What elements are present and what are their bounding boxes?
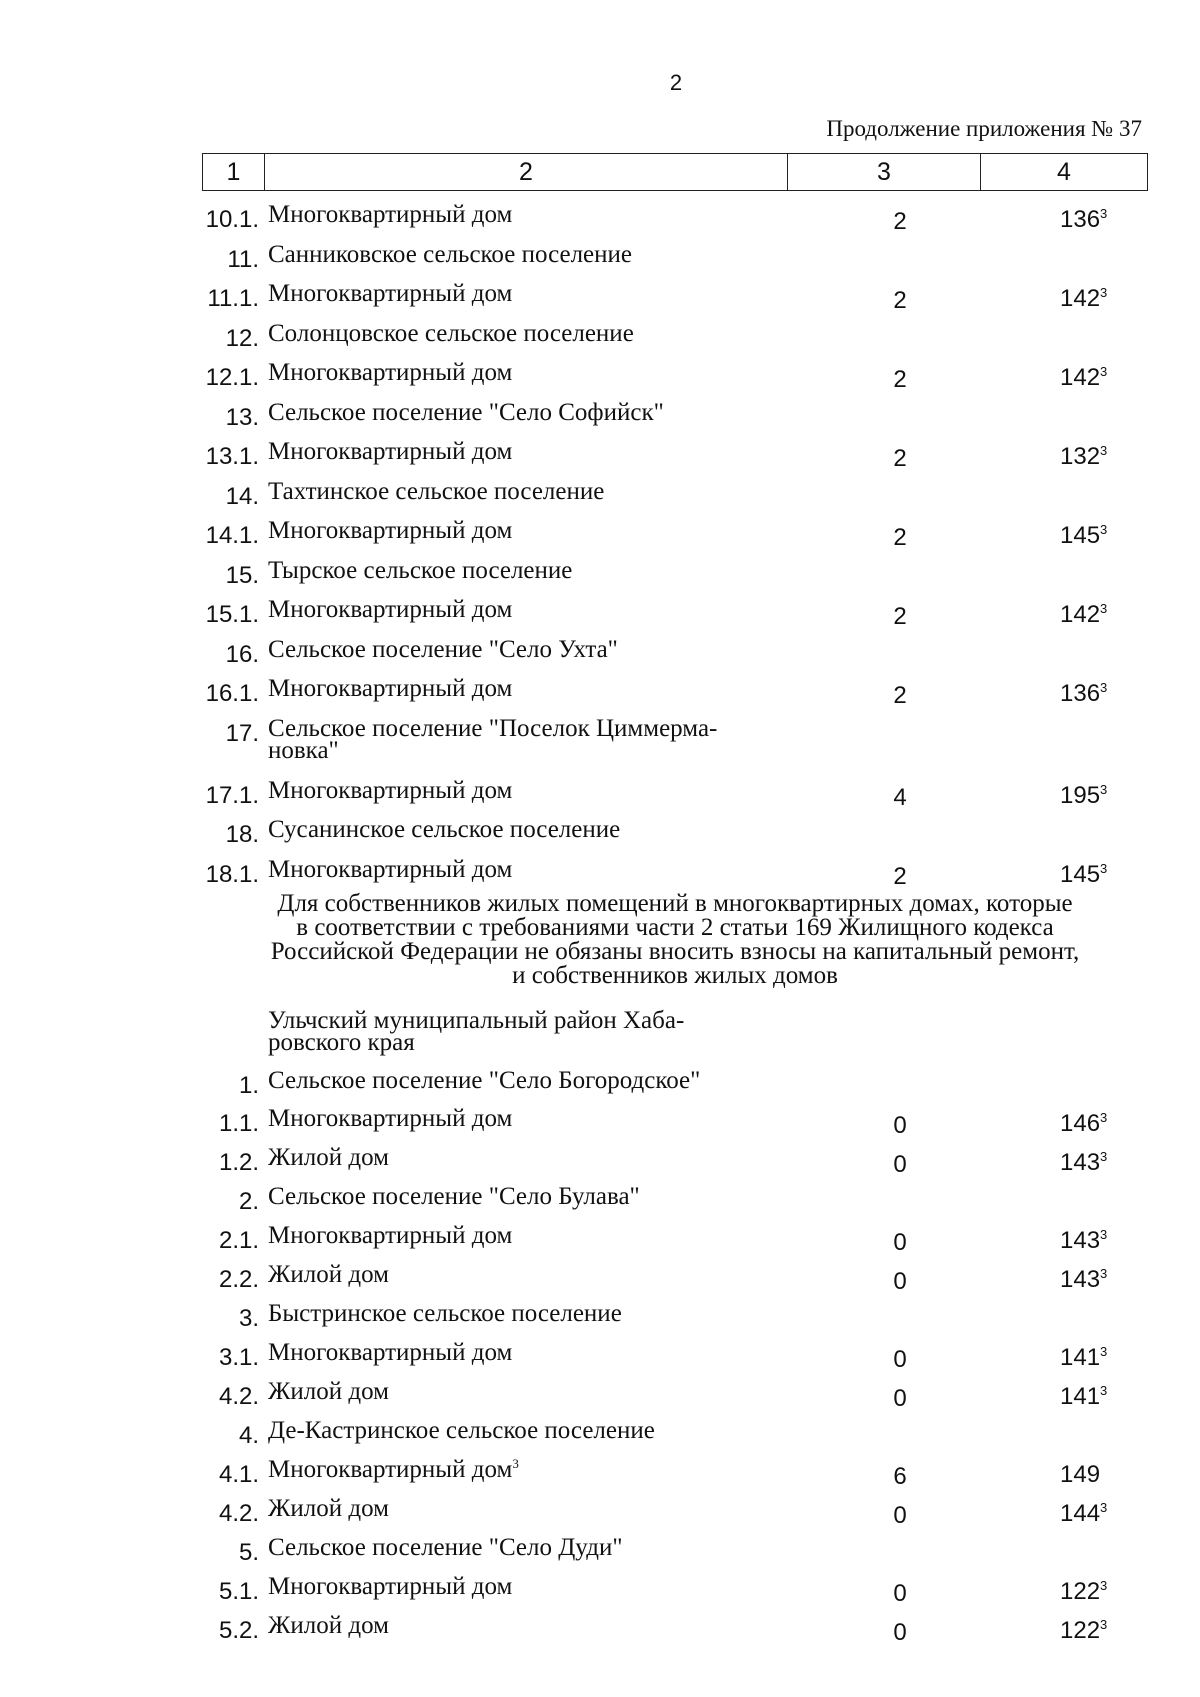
- row-label-text: Жилой дом: [268, 1144, 389, 1171]
- row-label: [268, 201, 788, 228]
- row-col4-number: 132: [1060, 443, 1101, 470]
- row-col3-value: 0: [893, 1346, 907, 1373]
- row-label-text: Жилой дом: [268, 1495, 389, 1522]
- row-col4-value: [1060, 522, 1130, 550]
- row-col4-footnote: 3: [1100, 285, 1108, 300]
- row-label-text: Многоквартирный дом: [268, 201, 513, 228]
- row-col4-number: 145: [1060, 522, 1101, 549]
- note-line: Российской Федерации не обязаны вносить взносы на капитальный ремонт,: [270, 938, 1080, 965]
- row-col4-value: [1060, 782, 1130, 810]
- row-number: 5.1.: [218, 1578, 259, 1605]
- row-col4-value: [1060, 1110, 1130, 1138]
- row-label: [268, 320, 788, 347]
- row-col4-number: 144: [1060, 1500, 1101, 1527]
- table-row: [0, 516, 1200, 554]
- row-label: [268, 816, 788, 843]
- row-label: [268, 1495, 788, 1522]
- row-number: 16.1.: [205, 680, 259, 707]
- row-label-text: Жилой дом: [268, 1612, 389, 1639]
- row-label-text: Сусанинское сельское поселение: [268, 816, 621, 843]
- row-col4-footnote: 3: [1100, 443, 1108, 458]
- row-label-text: Многоквартирный дом: [268, 517, 513, 544]
- row-number: 11.: [227, 246, 259, 273]
- row-col3-value: 0: [893, 1619, 907, 1646]
- table-row: [0, 319, 1200, 357]
- table-row: [0, 776, 1200, 814]
- row-label: [268, 1261, 788, 1288]
- row-col4-value: [1060, 1578, 1130, 1606]
- row-number: 16.: [225, 641, 259, 668]
- row-col3-value: 2: [893, 682, 907, 709]
- row-label-text: Многоквартирный дом: [268, 1105, 513, 1132]
- row-col4-number: 195: [1060, 782, 1101, 809]
- row-col3-value: 2: [893, 524, 907, 551]
- row-col4-value: [1060, 443, 1130, 471]
- row-col4-value: [1060, 861, 1130, 889]
- table-row: [0, 714, 1200, 764]
- row-col4-number: 136: [1060, 680, 1101, 707]
- column-header-3: 3: [788, 154, 981, 191]
- row-label-text: Быстринское сельское поселение: [268, 1300, 622, 1327]
- row-label: [268, 1612, 788, 1639]
- row-col4-footnote: 3: [1100, 1110, 1108, 1125]
- row-number: 12.1.: [205, 364, 259, 391]
- row-col3-value: 2: [893, 208, 907, 235]
- row-label: [268, 478, 788, 505]
- table-row: [0, 1572, 1200, 1610]
- row-col4-footnote: 3: [1100, 1578, 1108, 1593]
- row-label: [268, 856, 788, 883]
- row-number: 17.: [225, 720, 259, 747]
- row-col4-value: [1060, 206, 1130, 234]
- column-header-4: 4: [981, 154, 1148, 191]
- row-col4-value: [1060, 1500, 1130, 1528]
- row-col3-value: 4: [893, 784, 907, 811]
- row-label-text: Жилой дом: [268, 1261, 389, 1288]
- row-label: [268, 438, 788, 465]
- note-paragraph: [205, 892, 1145, 988]
- row-col3-value: 2: [893, 445, 907, 472]
- row-col4-number: 145: [1060, 861, 1101, 888]
- row-label: [268, 1105, 788, 1132]
- row-label: [268, 280, 788, 307]
- column-header-row: [203, 154, 1148, 191]
- row-label: [268, 777, 788, 804]
- row-label-text: Многоквартирный дом: [268, 1456, 513, 1483]
- row-number: 1.1.: [218, 1110, 259, 1137]
- row-number: 2.1.: [218, 1227, 259, 1254]
- row-label-text: Многоквартирный дом: [268, 280, 513, 307]
- row-label-text: Сельское поселение "Поселок Циммерма- новка": [268, 715, 718, 764]
- row-label-text: Солонцовское сельское поселение: [268, 320, 634, 347]
- row-number: 13.1.: [205, 443, 259, 470]
- note-line: и собственников жилых домов: [512, 962, 838, 989]
- row-label-footnote: 3: [512, 1456, 519, 1471]
- row-col4-footnote: 3: [1100, 1227, 1108, 1242]
- row-col3-value: 2: [893, 863, 907, 890]
- row-col4-number: 136: [1060, 206, 1101, 233]
- row-label-text: Многоквартирный дом: [268, 1222, 513, 1249]
- table-row: [0, 1377, 1200, 1415]
- row-col4-number: 142: [1060, 285, 1101, 312]
- row-col4-number: 149: [1060, 1461, 1101, 1488]
- row-col4-footnote: 3: [1100, 1149, 1108, 1164]
- row-label: [268, 1144, 788, 1171]
- row-label-text: Многоквартирный дом: [268, 1339, 513, 1366]
- row-col3-value: 0: [893, 1580, 907, 1607]
- row-label-text: Многоквартирный дом: [268, 856, 513, 883]
- row-label: [268, 675, 788, 702]
- row-col4-value: [1060, 1617, 1130, 1645]
- row-label-text: Де-Кастринское сельское поселение: [268, 1417, 655, 1444]
- row-col4-footnote: 3: [1100, 680, 1108, 695]
- row-col4-footnote: 3: [1100, 861, 1108, 876]
- row-col4-number: 143: [1060, 1266, 1101, 1293]
- row-col4-value: [1060, 1383, 1130, 1411]
- row-label: [268, 1007, 788, 1056]
- row-label-text: Многоквартирный дом: [268, 438, 513, 465]
- row-col4-number: 143: [1060, 1149, 1101, 1176]
- row-col4-number: 143: [1060, 1227, 1101, 1254]
- table-row: [0, 1455, 1200, 1493]
- row-label: [268, 557, 788, 584]
- row-number: 3.1.: [218, 1344, 259, 1371]
- row-col4-footnote: 3: [1100, 1617, 1108, 1632]
- row-label: [268, 517, 788, 544]
- row-col4-footnote: 3: [1100, 1383, 1108, 1398]
- row-label-text: Многоквартирный дом: [268, 596, 513, 623]
- row-col4-value: [1060, 601, 1130, 629]
- row-col4-value: [1060, 680, 1130, 708]
- row-label: [268, 636, 788, 663]
- row-col3-value: 0: [893, 1229, 907, 1256]
- row-col4-footnote: 3: [1100, 1500, 1108, 1515]
- row-col3-value: 0: [893, 1502, 907, 1529]
- row-label: [268, 1222, 788, 1249]
- row-col4-number: 141: [1060, 1383, 1101, 1410]
- table-row: [0, 674, 1200, 712]
- table-row: [0, 855, 1200, 893]
- row-number: 15.: [225, 562, 259, 589]
- table-row: [0, 556, 1200, 594]
- table-row: [0, 1182, 1200, 1220]
- table-row: [0, 1104, 1200, 1142]
- table-row: [0, 1221, 1200, 1259]
- page-number: 2: [669, 70, 683, 95]
- row-col3-value: 2: [893, 287, 907, 314]
- table-row: [0, 1338, 1200, 1376]
- row-col4-number: 146: [1060, 1110, 1101, 1137]
- row-col3-value: 2: [893, 366, 907, 393]
- row-col3-value: 0: [893, 1112, 907, 1139]
- row-number: 13.: [225, 404, 259, 431]
- row-label-text: Тахтинское сельское поселение: [268, 478, 605, 505]
- row-label-text: Сельское поселение "Село Булава": [268, 1183, 640, 1210]
- row-number: 12.: [225, 325, 259, 352]
- row-col4-footnote: 3: [1100, 364, 1108, 379]
- row-number: 18.1.: [205, 861, 259, 888]
- row-number: 2.: [238, 1188, 259, 1215]
- row-label: [268, 399, 788, 426]
- row-label-text: Многоквартирный дом: [268, 359, 513, 386]
- row-label: [268, 1456, 788, 1483]
- row-col4-footnote: 3: [1100, 1344, 1108, 1359]
- row-col4-number: 142: [1060, 364, 1101, 391]
- row-label-text: Сельское поселение "Село Ухта": [268, 636, 618, 663]
- table-row: [0, 1299, 1200, 1337]
- row-label-text: Жилой дом: [268, 1378, 389, 1405]
- row-col4-value: [1060, 364, 1130, 392]
- row-col4-footnote: 3: [1100, 782, 1108, 797]
- row-number: 1.2.: [218, 1149, 259, 1176]
- row-number: 5.2.: [218, 1617, 259, 1644]
- row-number: 15.1.: [205, 601, 259, 628]
- row-col4-value: [1060, 1266, 1130, 1294]
- row-label-text: Многоквартирный дом: [268, 1573, 513, 1600]
- table-row: [0, 1416, 1200, 1454]
- row-label: [268, 1417, 788, 1444]
- row-number: 4.1.: [218, 1461, 259, 1488]
- row-label-text: Санниковское сельское поселение: [268, 241, 632, 268]
- table-row: [0, 815, 1200, 853]
- row-label-text: Сельское поселение "Село Софийск": [268, 399, 664, 426]
- row-col4-footnote: 3: [1100, 522, 1108, 537]
- row-label: [268, 1378, 788, 1405]
- row-number: 2.2.: [218, 1266, 259, 1293]
- row-label: [268, 1183, 788, 1210]
- table-row: [0, 635, 1200, 673]
- table-row: [0, 398, 1200, 436]
- row-number: 11.1.: [207, 285, 259, 312]
- row-number: 14.1.: [205, 522, 259, 549]
- table-row: [0, 595, 1200, 633]
- row-label-text: Ульчский муниципальный район Хаба- ровского края: [268, 1007, 685, 1056]
- note-line: в соответствии с требованиями части 2 статьи 169 Жилищного кодекса: [296, 914, 1054, 941]
- table-row: [0, 1494, 1200, 1532]
- row-col3-value: 6: [893, 1463, 907, 1490]
- row-col4-footnote: 3: [1100, 1266, 1108, 1281]
- table-row: [0, 1143, 1200, 1181]
- row-number: 5.: [238, 1539, 259, 1566]
- row-number: 4.2.: [218, 1500, 259, 1527]
- table-row: [0, 279, 1200, 317]
- row-col3-value: 0: [893, 1268, 907, 1295]
- table-row: [0, 477, 1200, 515]
- row-number: 4.: [238, 1422, 259, 1449]
- row-label: [268, 241, 788, 268]
- row-label-text: Многоквартирный дом: [268, 675, 513, 702]
- row-col4-number: 142: [1060, 601, 1101, 628]
- row-col3-value: 0: [893, 1151, 907, 1178]
- row-col4-value: [1060, 1461, 1130, 1489]
- row-label: [268, 715, 788, 764]
- row-col4-value: [1060, 285, 1130, 313]
- row-label: [268, 1067, 788, 1094]
- row-col4-number: 122: [1060, 1578, 1101, 1605]
- row-number: 18.: [225, 821, 259, 848]
- table-row: [0, 437, 1200, 475]
- row-number: 3.: [238, 1305, 259, 1332]
- row-label: [268, 1573, 788, 1600]
- column-header-1: 1: [203, 154, 265, 191]
- row-number: 4.2.: [218, 1383, 259, 1410]
- row-label: [268, 359, 788, 386]
- row-label: [268, 1534, 788, 1561]
- row-label: [268, 1339, 788, 1366]
- table-row: [0, 200, 1200, 238]
- table-row: [0, 358, 1200, 396]
- table-row: [0, 1006, 1200, 1056]
- table-row: [0, 240, 1200, 278]
- row-col4-number: 141: [1060, 1344, 1101, 1371]
- row-label-text: Многоквартирный дом: [268, 777, 513, 804]
- row-label: [268, 596, 788, 623]
- table-row: [0, 1533, 1200, 1571]
- row-col4-footnote: 3: [1100, 601, 1108, 616]
- row-col3-value: 0: [893, 1385, 907, 1412]
- row-col4-value: [1060, 1227, 1130, 1255]
- row-col4-number: 122: [1060, 1617, 1101, 1644]
- column-header-table: [202, 153, 1148, 191]
- row-number: 10.1.: [205, 206, 259, 233]
- row-number: 17.1.: [205, 782, 259, 809]
- row-number: 1.: [238, 1072, 259, 1099]
- row-col4-value: [1060, 1344, 1130, 1372]
- continuation-caption: Продолжение приложения № 37: [826, 116, 1142, 141]
- row-label-text: Сельское поселение "Село Богородское": [268, 1067, 701, 1094]
- table-row: [0, 1066, 1200, 1104]
- note-line: Для собственников жилых помещений в многоквартирных домах, которые: [277, 890, 1073, 917]
- table-row: [0, 1260, 1200, 1298]
- row-col4-value: [1060, 1149, 1130, 1177]
- table-row: [0, 1611, 1200, 1649]
- column-header-2: 2: [265, 154, 788, 191]
- row-col3-value: 2: [893, 603, 907, 630]
- row-col4-footnote: 3: [1100, 206, 1108, 221]
- row-label-text: Сельское поселение "Село Дуди": [268, 1534, 623, 1561]
- row-label-text: Тырское сельское поселение: [268, 557, 573, 584]
- row-number: 14.: [225, 483, 259, 510]
- row-label: [268, 1300, 788, 1327]
